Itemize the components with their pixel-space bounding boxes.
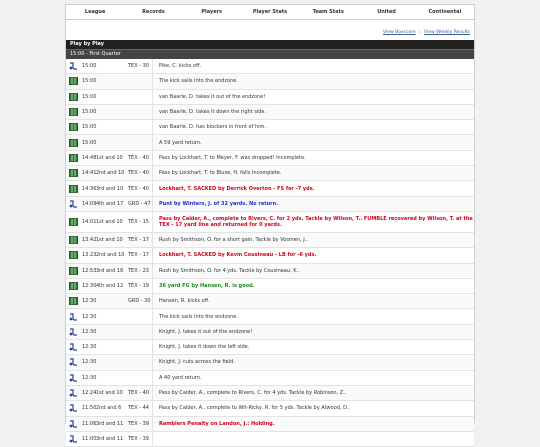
whistle-icon — [66, 389, 80, 397]
table-row — [66, 181, 474, 196]
play-description: Knight, J. takes it down the left side. — [152, 340, 474, 354]
play-spot: TEX - 39 — [128, 435, 149, 442]
field-icon — [66, 297, 80, 305]
whistle-icon — [66, 62, 80, 70]
play-down: 4th and 17 — [96, 200, 124, 207]
play-description: The kick sails into the endzone. — [152, 309, 474, 323]
nav-item-records[interactable]: Records — [142, 9, 165, 15]
play-description: Knight, J. cuts across the field. — [152, 355, 474, 369]
field-icon — [66, 169, 80, 177]
table-row — [66, 325, 474, 340]
play-spot: GRD - 30 — [128, 298, 151, 305]
nav-item-continental[interactable]: Continental — [428, 9, 462, 15]
whistle-icon — [66, 404, 80, 412]
field-icon — [66, 77, 80, 85]
play-time: 12:30 — [82, 298, 97, 305]
play-time: 15:00 — [82, 109, 97, 116]
play-down: 3rd and 10 — [96, 185, 124, 192]
play-time: 13:42 — [82, 237, 97, 244]
table-row — [66, 120, 474, 135]
field-icon-graphic — [69, 169, 78, 177]
nav-item-league[interactable]: League — [84, 9, 106, 15]
play-time: 14:41 — [82, 170, 97, 177]
play-time: 15:00 — [82, 78, 97, 85]
play-spot: TEX - 44 — [128, 405, 149, 412]
play-down: 4th and 12 — [96, 283, 124, 289]
play-description: Rush by Smithson, O. for a short gain. Tackle by Vosmen, J.. — [152, 233, 474, 247]
table-row — [66, 233, 474, 248]
field-icon — [66, 154, 80, 162]
play-description: Ramblers Penalty on Landon, J.: Holding. — [152, 417, 474, 431]
play-spot: TEX - 40 — [128, 170, 149, 177]
table-row — [66, 386, 474, 401]
play-spot: TEX - 40 — [128, 390, 149, 397]
view-links — [66, 26, 474, 40]
play-spot: TEX - 40 — [128, 185, 149, 192]
whistle-icon-graphic — [69, 62, 78, 70]
play-spot: TEX - 23 — [128, 267, 149, 274]
play-description: Lockhart, T. SACKED by Derrick Overton - FS for -7 yds. — [152, 181, 474, 195]
play-time: 15:00 — [82, 139, 97, 146]
play-description: Knight, J. takes it out of the endzone! — [152, 325, 474, 339]
field-icon-graphic — [69, 282, 78, 290]
table-row — [66, 417, 474, 432]
play-down: 1st and 10 — [96, 218, 123, 225]
field-icon-graphic — [69, 77, 78, 85]
plays-table — [66, 59, 474, 447]
play-spot: TEX - 19 — [128, 283, 149, 289]
top-nav — [66, 5, 474, 20]
play-description: A 59 yard return. — [152, 135, 474, 149]
play-time: 11:06 — [82, 420, 97, 427]
play-down: 1st and 10 — [96, 390, 123, 397]
field-icon-graphic — [69, 251, 78, 259]
whistle-icon — [66, 343, 80, 351]
table-row — [66, 279, 474, 294]
table-row — [66, 74, 474, 89]
table-row — [66, 371, 474, 386]
table-row — [66, 105, 474, 120]
whistle-icon-graphic — [69, 358, 78, 366]
table-row — [66, 59, 474, 74]
play-description: Pike, C. kicks off. — [152, 59, 474, 73]
quarter-title: 15:00 - First Quarter — [66, 49, 474, 59]
table-row — [66, 355, 474, 370]
play-description — [152, 432, 474, 446]
play-description: A 40 yard return. — [152, 371, 474, 385]
field-icon — [66, 236, 80, 244]
play-description: 36 yard FG by Hansen, R. is good. — [152, 279, 474, 293]
play-time: 15:00 — [82, 124, 97, 131]
table-row — [66, 197, 474, 212]
play-time: 15:00 — [82, 93, 97, 100]
play-time: 12:30 — [82, 344, 97, 351]
table-row — [66, 135, 474, 150]
play-down: 2nd and 10 — [96, 170, 125, 177]
table-row — [66, 294, 474, 309]
play-time: 12:53 — [82, 267, 97, 274]
field-icon-graphic — [69, 123, 78, 131]
whistle-icon-graphic — [69, 389, 78, 397]
play-down: 2nd and 10 — [96, 252, 125, 259]
play-time: 12:30 — [82, 374, 97, 381]
play-description: Pass by Lockhart, T. to Bluze, H. falls incomplete. — [152, 166, 474, 180]
field-icon-graphic — [69, 139, 78, 147]
play-down: 3rd and 11 — [96, 420, 124, 427]
nav-item-player-stats[interactable]: Player Stats — [252, 9, 288, 15]
field-icon — [66, 267, 80, 275]
play-time: 14:09 — [82, 200, 97, 207]
play-time: 14:48 — [82, 154, 97, 161]
play-time: 13:23 — [82, 252, 97, 259]
view-weekly-results-link[interactable]: View Weekly Results — [423, 30, 470, 35]
whistle-icon — [66, 200, 80, 208]
field-icon-graphic — [69, 154, 78, 162]
play-time: 12:24 — [82, 390, 97, 397]
play-time: 14:01 — [82, 218, 97, 225]
nav-item-team-stats[interactable]: Team Stats — [312, 9, 344, 15]
play-time: 12:30 — [82, 313, 97, 320]
play-time: 12:30 — [82, 283, 97, 289]
play-spot: GRD - 47 — [128, 200, 151, 207]
field-icon — [66, 139, 80, 147]
play-time: 14:36 — [82, 185, 97, 192]
field-icon-graphic — [69, 267, 78, 275]
nav-item-united[interactable]: United — [377, 9, 396, 15]
whistle-icon — [66, 420, 80, 428]
link-separator: | — [419, 30, 421, 35]
page-container — [65, 4, 475, 442]
play-description: The kick sails into the endzone. — [152, 74, 474, 88]
play-time: 15:00 — [82, 63, 97, 70]
play-description: van Baarle, D. takes it out of the endzone! — [152, 90, 474, 104]
field-icon — [66, 282, 80, 290]
whistle-icon-graphic — [69, 374, 78, 382]
whistle-icon-graphic — [69, 313, 78, 321]
play-spot: TEX - 39 — [128, 420, 149, 427]
table-row — [66, 212, 474, 233]
play-down: 1st and 10 — [96, 154, 123, 161]
table-row — [66, 309, 474, 324]
whistle-icon-graphic — [69, 200, 78, 208]
whistle-icon-graphic — [69, 435, 78, 443]
play-spot: TEX - 30 — [128, 63, 149, 70]
field-icon — [66, 123, 80, 131]
play-description: Lockhart, T. SACKED by Kevin Cousineau - LB for -6 yds. — [152, 248, 474, 262]
view-boxscore-link[interactable]: View Boxscore — [382, 30, 416, 35]
field-icon-graphic — [69, 185, 78, 193]
whistle-icon — [66, 328, 80, 336]
play-description: Pass by Lockhart, T. to Meyer, F. was dropped! Incomplete. — [152, 151, 474, 165]
play-down: 2nd and 6 — [96, 405, 122, 412]
field-icon — [66, 251, 80, 259]
table-row — [66, 264, 474, 279]
whistle-icon — [66, 374, 80, 382]
play-spot: TEX - 15 — [128, 218, 149, 225]
play-down: 3rd and 16 — [96, 267, 124, 274]
play-description: Hansen, R. kicks off. — [152, 294, 474, 308]
table-row — [66, 166, 474, 181]
play-description: Pass by Calder, A., complete to Rivers, C. for 4 yds. Tackle by Robinson, Z.. — [152, 386, 474, 400]
field-icon-graphic — [69, 236, 78, 244]
play-down: 3rd and 11 — [96, 435, 124, 442]
play-description: Rush by Smithson, O. for 4 yds. Tackle by Cousineau, K.. — [152, 264, 474, 278]
whistle-icon — [66, 313, 80, 321]
play-description: Pass by Calder, A., complete to Rivers, C. for 2 yds. Tackle by Wilson, T.. FUMBLE recovered by Wilson, T. at the TEX - 17 yard line and returned for 0 yards. — [152, 212, 474, 232]
table-row — [66, 432, 474, 447]
table-row — [66, 340, 474, 355]
whistle-icon — [66, 358, 80, 366]
whistle-icon-graphic — [69, 343, 78, 351]
field-icon-graphic — [69, 93, 78, 101]
play-spot: TEX - 40 — [128, 154, 149, 161]
play-down: 1st and 10 — [96, 237, 123, 244]
play-description: van Baarle, D. takes it down the right side. — [152, 105, 474, 119]
section-title: Play by Play — [66, 40, 474, 49]
play-spot: TEX - 17 — [128, 252, 149, 259]
field-icon — [66, 218, 80, 226]
table-row — [66, 401, 474, 416]
play-time: 12:30 — [82, 359, 97, 366]
whistle-icon-graphic — [69, 404, 78, 412]
play-spot: TEX - 17 — [128, 237, 149, 244]
field-icon — [66, 185, 80, 193]
field-icon-graphic — [69, 297, 78, 305]
table-row — [66, 151, 474, 166]
field-icon — [66, 108, 80, 116]
field-icon-graphic — [69, 218, 78, 226]
field-icon-graphic — [69, 108, 78, 116]
nav-item-players[interactable]: Players — [201, 9, 223, 15]
whistle-icon-graphic — [69, 420, 78, 428]
play-time: 11:00 — [82, 435, 97, 442]
play-description: Pass by Calder, A., complete to Wit-Ricky, R. for 5 yds. Tackle by Atwood, D.. — [152, 401, 474, 415]
play-description: van Baarle, D. has blockers in front of him. — [152, 120, 474, 134]
play-time: 12:30 — [82, 328, 97, 335]
table-row — [66, 90, 474, 105]
table-row — [66, 248, 474, 263]
whistle-icon-graphic — [69, 328, 78, 336]
play-time: 11:50 — [82, 405, 97, 412]
field-icon — [66, 93, 80, 101]
play-description: Punt by Winters, J. of 32 yards. No return. — [152, 197, 474, 211]
whistle-icon — [66, 435, 80, 443]
